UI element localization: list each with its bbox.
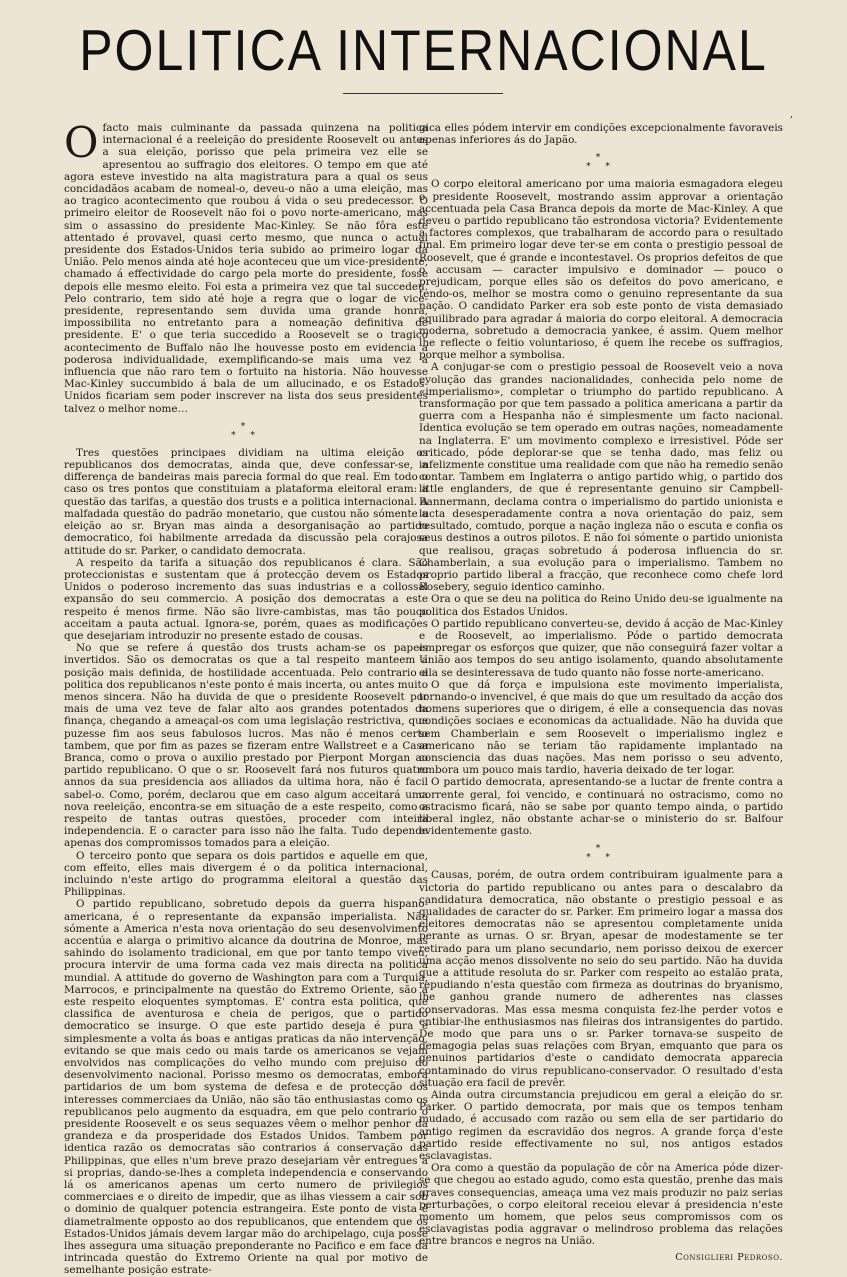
paragraph: No que se refere á questão dos trusts acham-se os papeis invertidos. São os democratas os que a tal respeito manteem a posição mais definida, de hostilidade accentuada. Pelo contrario a politica dos republicanos n'este ponto é mais incerta, ou antes muito menos sincera. Não ha duvida de que o presidente Roosevelt por mais de uma vez teve de falar alto aos grandes potentados da finança, chegando a ameaçal-os com uma legislação restrictiva, que puzesse fim aos seus fabulosos lucros. Mas não é menos certo tambem, que por fim as pazes se fizeram entre Wallstreet e a Casa Branca, como o prova o auxilio prestado por Pierpont Morgan ao partido republicano. O que o sr. Roosevelt fará nos futuros quatro annos da sua presidencia aos alliados da ultima hora, não é facil sabel-o. Como, porém, declarou que em caso algum acceitará uma nova reeleição, encontra-se em situação de a este respeito, como a respeito de tantas outras questões, proceder com inteira independencia. E o caracter para isso não lhe falta. Tudo depende apenas dos compromissos tomados para a eleição. (64, 642, 428, 850)
left-column (64, 118, 428, 1277)
paragraph: A conjugar-se com o prestigio pessoal de Roosevelt veio a nova evolução das grandes nacionalidades, conhecida pelo nome de «imperialismo», completar o triumpho do partido republicano. A transformação por que tem passado a politica americana a partir da guerra com a Hespanha não é simplesmente um facto nacional. Identica evolução se tem operado em outras nações, nomeadamente na Inglaterra. E' um movimento complexo e irresistivel. Póde ser criticado, póde deplorar-se que se tenha dado, mas feliz ou infelizmente constitue uma realidade com que não ha remedio senão contar. Tambem em Inglaterra o antigo partido whig, o partido dos little englanders, de que é representante genuino sir Campbell-Bannermann, declama contra o imperialismo do partido unionista e lucta desesperadamente contra a nova orientação do paiz, sem resultado, comtudo, porque a nação ingleza não o escuta e confia os seus destinos a outros pilotos. E não foi sómente o partido unionista que realisou, graças sobretudo á poderosa influencia do sr. Chamberlain, a sua evolução para o imperialismo. Tambem no proprio partido liberal a fracção, que reconhece como chefe lord Rosebery, seguio identico caminho. (419, 361, 783, 594)
margin-mark: , (790, 110, 793, 120)
section-separator: * * * (231, 421, 261, 441)
paragraph: O que dá força e impulsiona este movimento imperialista, tornando-o invencivel, é que mais do que um resultado da acção dos homens superiores que o dirigem, é elle a consequencia das novas condições sociaes e economicas da actualidade. Não ha duvida que sem Chamberlain e sem Roosevelt o imperialismo inglez e americano não se teriam tão rapidamente implantado na consciencia das duas nações. Mas nem porisso o seu advento, embora um pouco mais tardio, haveria deixado de ter logar. (419, 678, 783, 777)
paragraph: O partido republicano, sobretudo depois da guerra hispano-americana, é o representante da expansão imperialista. Não sómente a America n'esta nova orientação do seu desenvolvimento accentúa e alarga o primitivo alcance da doutrina de Monroe, mas sahindo do isolamento tradicional, em que por tanto tempo viveu, procura intervir de uma forma cada vez mais directa na politica mundial. A attitude do governo de Washington para com a Turquia, Marrocos, e principalmente na questão do Extremo Oriente, são a este respeito eloquentes symptomas. E' contra esta politica, que classifica de aventurosa e cheia de perigos, que o partido democratico se insurge. O que este partido deseja é pura e simplesmente a volta ás boas e antigas praticas da não intervenção, evitando se que mais cedo ou mais tarde os americanos se vejam envolvidos nas complicações do velho mundo com prejuiso do desenvolvimento nacional. Porisso mesmo os democratas, embora partidarios de um bom systema de defesa e de protecção dos interesses commerciaes da União, não são tão enthusiastas como os republicanos pelo augmento da esquadra, em que pelo contrario o presidente Roosevelt e os seus sequazes vêem o melhor penhor da grandeza e da prosperidade dos Estados Unidos. Tambem por identica razão os democratas são contrarios á conservação das Philippinas, que elles n'um breve prazo desejariam vêr entregues a si proprias, dando-se-lhes a completa independencia e conservando lá os americanos apenas um certo numero de privilegios commerciaes e o direito de impedir, que as ilhas viessem a cair sob o dominio de qualquer potencia estrangeira. Este ponto de vista é diametralmente opposto ao dos republicanos, que entendem que os Estados-Unidos jámais devem largar mão do archipelago, cuja posse lhes assegura uma situação preponderante no Pacifico e em face da intrincada questão do Extremo Oriente na qual por motivo de semelhante posição estrate- (64, 898, 428, 1277)
author-signature: Consiglieri Pedroso. (675, 1251, 783, 1263)
dropcap: O (64, 118, 99, 167)
paragraph-lead: Ofacto mais culminante da passada quinzena na politica internacional é a reeleição do presidente Roosevelt ou antes a sua eleição, porisso que pela primeira vez elle se apresentou ao suffragio dos eleitores. O tempo em que até agora esteve investido na alta magistratura para a qual os seus concidadãos acabam de nomeal-o, deveu-o não a uma eleição, mas ao tragico acontecimento que roubou á vida o seu predecessor. O primeiro eleitor de Roosevelt não foi o povo norte-americano, mas sim o assassino do presidente Mac-Kinley. Se não fôra este attentado é provavel, quasi certo mesmo, que nunca o actual presidente dos Estados-Unidos teria subido ao primeiro logar da União. Pelo menos ainda até hoje aconteceu que um vice-presidente, chamado á effectividade do cargo pela morte do presidente, fosse depois elle mesmo eleito. Foi esta a primeira vez que tal succedeu. Pelo contrario, tem sido até hoje a regra que o logar de vice-presidente, representando sem duvida uma grande honra, impossibilita no entretanto para a nomeação definitiva de presidente. E' o que teria succedido a Roosevelt se o tragico acontecimento de Buffalo não lhe houvesse posto em evidencia a poderosa individualidade, exemplificando-se mais uma vez a influencia que não raro tem o fortuito na historia. Não houvesse Mac-Kinley succumbido á bala de um allucinado, e os Estados-Unidos ficariam sem poder inscrever na lista dos seus presidentes talvez o melhor nome… (64, 118, 428, 415)
paragraph: Tres questões principaes dividiam na ultima eleição os republicanos dos democratas, ainda que, deve confessar-se, a differença de bandeiras mais parecia formal do que real. Em todo o caso os tres pontos que constituiam a plataforma eleitoral eram: a questão das tarifas, a questão dos trusts e a politica internacional. A malfadada questão do padrão monetario, que custou não sómente a eleição ao sr. Bryan mas ainda a desorganisação ao partido democratico, foi habilmente arredada da discussão pela corajosa attitude do sr. Parker, o candidato democrata. (64, 446, 428, 557)
paragraph: Ora o que se deu na politica do Reino Unido deu-se igualmente na politica dos Estados Unidos. (419, 593, 783, 618)
paragraph: Ainda outra circumstancia prejudicou em geral a eleição do sr. Parker. O partido democrata, por mais que os tempos tenham mudado, é accusado com razão ou sem ella de ser partidario do antigo regimen da escravidão dos negros. A grande força d'este partido reside effectivamente no sul, nos antigos estados esclavagistas. (419, 1089, 783, 1163)
paragraph: O partido democrata, apresentando-se a luctar de frente contra a corrente geral, foi vencido, e continuará no ostracismo, como no ostracismo ficará, não se sabe por quanto tempo ainda, o partido liberal inglez, não obstante achar-se o ministerio do sr. Balfour evidentemente gasto. (419, 776, 783, 838)
right-column (419, 122, 783, 1264)
paragraph: O terceiro ponto que separa os dois partidos e aquelle em que, com effeito, elles mais divergem é o da politica internacional, incluindo n'este artigo do programma eleitoral a questão das Philippinas. (64, 849, 428, 899)
paragraph: Causas, porém, de outra ordem contribuiram igualmente para a victoria do partido republicano ou antes para o descalabro da candidatura democratica, não obstante o prestigio pessoal e as qualidades de caracter do sr. Parker. Em primeiro logar a massa dos eleitores democratas não se apresentou completamente unida perante as urnas. O sr. Bryan, apesar de modestamente se ter retirado para um plano secundario, nem porisso deixou de exercer uma acção menos dissolvente no seio do seu partido. Não ha duvida que a attitude resoluta do sr. Parker com respeito ao estalão prata, repudiando n'esta questão com firmeza as doutrinas do bryanismo, lhe ganhou grande numero de adherentes nas classes conservadoras. Mas essa mesma conquista fez-lhe perder votos e entibiar-lhe enthusiasmos nas fileiras dos intransigentes do partido. De modo que para uns o sr. Parker tornava-se suspeito de demagogia pelas suas relações com Bryan, emquanto que para os genuinos partidarios d'este o candidato democrata apparecia contaminado do virus republicano-conservador. O resultado d'esta situação era facil de prevêr. (419, 869, 783, 1089)
section-separator: * * * (586, 153, 616, 173)
paragraph: gica elles pódem intervir em condições excepcionalmente favoraveis apenas inferiores ás do Japão. (419, 122, 783, 147)
paragraph: Ora como a questão da população de côr na America póde dizer-se que chegou ao estado agudo, como esta questão, prenhe das mais graves consequencias, ameaça uma vez mais produzir no paiz serias perturbações, o corpo eleitoral receiou elevar á presidencia n'este momento um homem, que pelos seus compromissos com os esclavagistas podia aggravar o melindroso problema das relações entre brancos e negros na União. (419, 1162, 783, 1248)
paragraph: O corpo eleitoral americano por uma maioria esmagadora elegeu o presidente Roosevelt, mostrando assim approvar a orientação accentuada pela Casa Branca depois da morte de Mac-Kinley. A que deveu o partido republicano tão estrondosa victoria? Evidentemente a factores complexos, que trabalharam de accordo para o resultado final. Em primeiro logar deve ter-se em conta o prestigio pessoal de Roosevelt, que é grande e incontestavel. Os proprios defeitos de que o accusam — caracter impulsivo e dominador — pouco o prejudicam, porque elles são os defeitos do povo americano, e tendo-os, melhor se mostra como o genuino representante da sua nação. O candidato Parker era sob este ponto de vista demasiado equilibrado para agradar á maioria do corpo eleitoral. A democracia moderna, sobretudo a democracia yankee, é assim. Quem melhor lhe reflecte o feitio voluntarioso, é quem lhe recebe os suffragios, porque melhor a symbolisa. (419, 178, 783, 362)
title-rule (343, 93, 503, 94)
section-separator: * * * (586, 844, 616, 864)
paragraph: A respeito da tarifa a situação dos republicanos é clara. São proteccionistas e sustentam que á protecção devem os Estados Unidos o poderoso incremento das suas industrias e a collossal expansão do seu commercio. A posição dos democratas a este respeito é menos firme. Não são livre-cambistas, mas tão pouco acceitam a pauta actual. Ignora-se, porém, quaes as modificações que desejariam introduzir no presente estado de cousas. (64, 556, 428, 642)
page-title: POLITICA INTERNACIONAL (79, 18, 768, 83)
paragraph: O partido republicano converteu-se, devido á acção de Mac-Kinley e de Roosevelt, ao imperialismo. Póde o partido democrata empregar os esforços que quizer, que não conseguirá fazer voltar a União aos tempos do seu antigo isolamento, quando absolutamente ella se desinteressava de tudo quanto não fosse norte-americano. (419, 617, 783, 679)
